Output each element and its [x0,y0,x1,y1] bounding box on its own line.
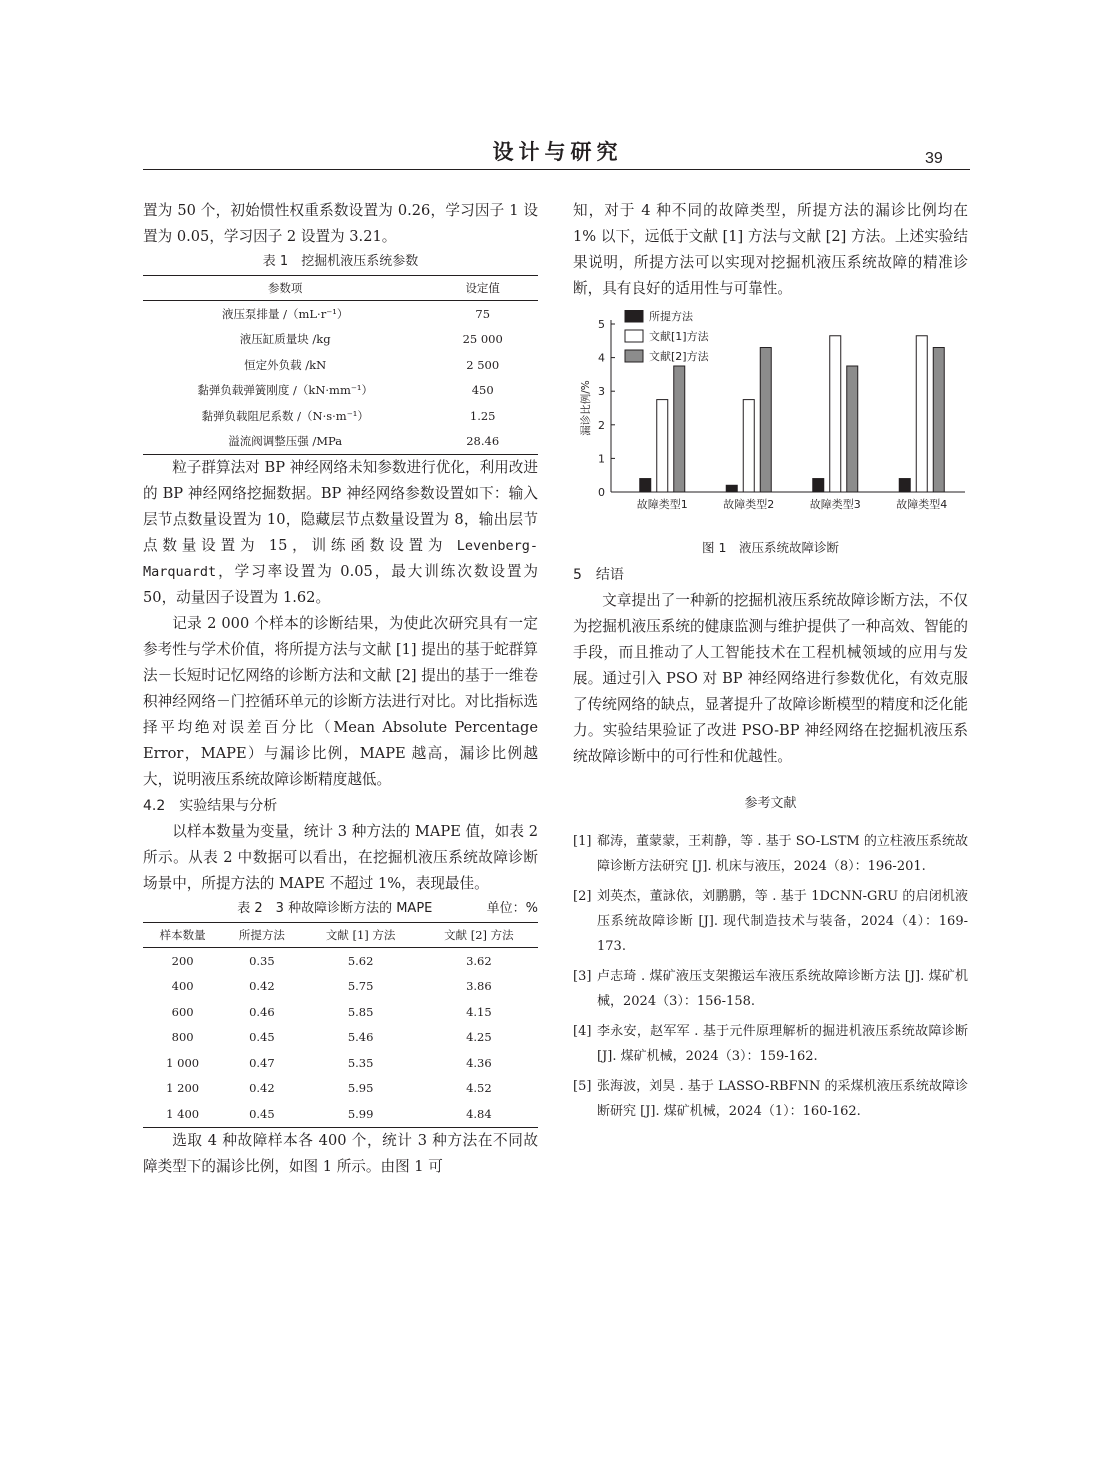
table-cell: 恒定外负载 /kN [244,357,327,372]
bar [657,400,668,492]
bar [813,479,824,492]
reference-item [573,1074,968,1124]
reference-item [573,884,968,959]
table-cell: 0.45 [249,1106,275,1121]
table-cell: 液压泵排量 /（mL·r⁻¹） [221,306,349,321]
reference-text: 李永安，赵军军 . 基于元件原理解析的掘进机液压系统故障诊断 [J]. 煤矿机械，2024（3）：159-162. [597,1024,968,1064]
table-header-cell: 文献 [1] 方法 [302,923,420,948]
paragraph: 知，对于 4 种不同的故障类型，所提方法的漏诊比例均在 1% 以下，远低于文献 [1] 方法与文献 [2] 方法。上述实验结果说明，所提方法可以实现对挖掘机液压系统故障的精准诊断，具有良好的适用性与可靠性。 [573,202,968,297]
table-cell: 3.62 [466,953,492,968]
references-list [573,829,968,1124]
paragraph: 置为 50 个，初始惯性权重系数设置为 0.26，学习因子 1 设置为 0.05，学习因子 2 设置为 3.21。 [143,202,538,245]
reference-item [573,829,968,879]
table-cell: 0.42 [249,979,275,994]
table-row [143,999,538,1025]
y-tick-label: 4 [598,351,605,365]
bar [760,348,771,492]
table2-caption: 表 2 3 种故障诊断方法的 MAPE [237,901,433,916]
table-row [143,1101,538,1127]
table-row [143,1076,538,1102]
paragraph: 以样本数量为变量，统计 3 种方法的 MAPE 值，如表 2 所示。从表 2 中数据可以看出，在挖掘机液压系统故障诊断场景中，所提方法的 MAPE 不超过 1%，表现最佳。 [143,823,538,892]
header-rule [143,169,970,170]
table-cell: 5.75 [347,979,374,994]
table2-unit: 单位：% [486,901,538,916]
reference-text: 刘英杰，董詠依，刘鹏鹏，等 . 基于 1DCNN-GRU 的启闭机液压系统故障诊断 [J]. 现代制造技术与装备，2024（4）：169-173. [597,889,968,954]
table-cell: 450 [471,383,494,398]
x-tick-label: 故障类型3 [809,498,861,511]
table-cell: 200 [171,953,194,968]
x-tick-label: 故障类型2 [723,498,775,511]
y-tick-label: 0 [598,486,605,499]
table-cell: 25 000 [462,332,503,347]
figure1-bar-chart [573,310,968,528]
legend-swatch [625,350,643,362]
table-cell: 液压缸质量块 /kg [239,332,331,347]
bar [726,485,737,492]
right-column [573,198,968,1129]
table-cell: 4.15 [466,1004,492,1019]
references-title: 参考文献 [744,796,797,811]
reference-text: 张海波，刘昊 . 基于 LASSO-RBFNN 的采煤机液压系统故障诊断研究 [J]. 煤矿机械，2024（1）：160-162. [597,1079,968,1119]
x-tick-label: 故障类型4 [896,498,948,511]
table-cell: 5.46 [347,1030,374,1045]
table-row [143,403,538,429]
table-cell: 4.36 [466,1055,492,1070]
table2-caption-row [143,898,538,920]
y-axis-label: 漏诊比例/% [580,380,592,436]
y-tick-label: 2 [598,418,605,432]
table-cell: 28.46 [466,434,500,449]
running-header-title: 设计与研究 [492,140,623,164]
table-row [143,327,538,353]
table-cell: 5.62 [347,953,374,968]
table-cell: 0.35 [249,953,275,968]
legend-label: 所提方法 [649,310,693,323]
paragraph: 记录 2 000 个样本的诊断结果，为使此次研究具有一定参考性与学术价值，将所提方法与文献 [1] 提出的基于蛇群算法－长短时记忆网络的诊断方法和文献 [2] 提出的基于一维卷积神经网络－门控循环单元的诊断方法进行对比。对比指标选择平均绝对误差百分比（Mean Absolute Percentage Error，MAPE）与漏诊比例，MAPE 越高，漏诊比例越大，说明液压系统故障诊断精度越低。 [143,615,538,788]
text-run: ，学习率设置为 0.05，最大训练次数设置为 50，动量因子设置为 1.62。 [143,563,538,606]
table-cell: 0.46 [249,1004,275,1019]
table-cell: 黏弹负载阻尼系数 /（N·s·m⁻¹） [201,408,369,423]
legend-label: 文献[1]方法 [649,330,709,343]
table-cell: 1 000 [166,1055,200,1070]
bar [933,348,944,492]
section-heading: 4.2 实验结果与分析 [143,798,278,814]
table-cell: 400 [171,979,194,994]
table-cell: 5.99 [347,1106,374,1121]
table-cell: 1.25 [469,408,496,423]
figure1-caption: 图 1 液压系统故障诊断 [702,540,839,555]
legend-swatch [625,330,643,342]
table-header-row [143,923,538,948]
reference-number: [1] [573,834,592,849]
bar [674,366,685,492]
table-cell: 75 [475,306,491,321]
table-cell: 1 200 [166,1081,200,1096]
legend-label: 文献[2]方法 [649,350,709,363]
bar [899,479,910,492]
table-row [143,301,538,327]
table2 [143,922,538,1128]
table1 [143,275,538,455]
reference-item [573,1019,968,1069]
page-number: 39 [925,150,943,167]
table-row [143,974,538,1000]
table1-caption: 表 1 挖掘机液压系统参数 [262,254,419,269]
legend-swatch [625,310,643,322]
y-tick-label: 3 [598,385,605,399]
table-row [143,1025,538,1051]
table-cell: 5.35 [347,1055,374,1070]
left-column [143,198,538,1180]
reference-number: [5] [573,1079,592,1094]
table-header-cell: 样本数量 [143,923,222,948]
y-tick-label: 1 [598,452,605,466]
code-text: Levenberg-Marquardt [143,538,538,580]
table-row [143,948,538,974]
table-header-cell: 所提方法 [222,923,301,948]
table-header-cell: 文献 [2] 方法 [420,923,538,948]
table-row [143,378,538,404]
section-heading: 5 结语 [573,567,624,583]
table-cell: 0.45 [249,1030,275,1045]
table-row [143,429,538,455]
bar [916,336,927,492]
paragraph: 文章提出了一种新的挖掘机液压系统故障诊断方法，不仅为挖掘机液压系统的健康监测与维护提供了一种高效、智能的手段，而且推动了人工智能技术在工程机械领域的应用与发展。通过引入 PSO 对 BP 神经网络进行参数优化，有效克服了传统网络的缺点，显著提升了故障诊断模型的精度和泛化能力。实验结果验证了改进 PSO-BP 神经网络在挖掘机液压系统故障诊断中的可行性和优越性。 [573,592,968,765]
reference-text: 郗涛，董蒙蒙，王莉静，等 . 基于 SO-LSTM 的立柱液压系统故障诊断方法研究 [J]. 机床与液压，2024（8）：196-201. [597,834,968,874]
reference-number: [2] [573,889,592,904]
table-cell: 2 500 [466,357,500,372]
table-cell: 3.86 [466,979,492,994]
bar [640,479,651,492]
table-row [143,1050,538,1076]
table-cell: 4.52 [466,1081,492,1096]
bar [847,366,858,492]
text-run: 粒子群算法对 BP 神经网络未知参数进行优化，利用改进的 BP 神经网络挖掘数据。BP 神经网络参数设置如下：输入层节点数量设置为 10，隐藏层节点数量设置为 8，输出层节点数量设置为 15，训练函数设置为 [143,459,538,554]
table-cell: 600 [171,1004,194,1019]
paragraph [143,455,538,611]
table-header-row [143,276,538,301]
table-cell: 溢流阀调整压强 /MPa [228,434,343,449]
table-header-cell: 设定值 [427,276,538,301]
table-cell: 5.95 [347,1081,374,1096]
table-header-cell: 参数项 [143,276,427,301]
table-cell: 5.85 [347,1004,374,1019]
reference-number: [4] [573,1024,592,1039]
reference-text: 卢志琦 . 煤矿液压支架搬运车液压系统故障诊断方法 [J]. 煤矿机械，2024（3）：156-158. [597,969,968,1009]
y-tick-label: 5 [598,318,605,331]
x-tick-label: 故障类型1 [636,498,688,511]
table-cell: 1 400 [166,1106,200,1121]
reference-item [573,964,968,1014]
table-cell: 4.84 [466,1106,492,1121]
table-cell: 0.47 [249,1055,275,1070]
table-cell: 800 [171,1030,194,1045]
table-cell: 0.42 [249,1081,275,1096]
table-row [143,352,538,378]
table-cell: 4.25 [466,1030,492,1045]
bar [743,400,754,492]
paragraph: 选取 4 种故障样本各 400 个，统计 3 种方法在不同故障类型下的漏诊比例，如图 1 所示。由图 1 可 [143,1131,538,1175]
bar [830,336,841,492]
table-cell: 黏弹负载弹簧刚度 /（kN·mm⁻¹） [197,383,374,398]
reference-number: [3] [573,969,592,984]
